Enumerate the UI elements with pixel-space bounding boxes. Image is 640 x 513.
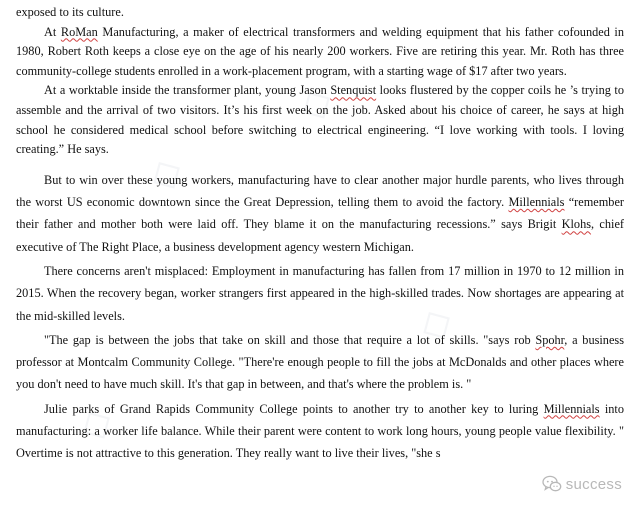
- paragraph-roman-manufacturing: [16, 23, 624, 82]
- paragraph-text: There concerns aren't misplaced: Employment in manufacturing has fallen from 17 million in 1970 to 12 million in 2015. When the recovery began, worker strangers first appeared in the high-skilled trades. Now shortages are appearing at the mid-skilled levels.: [16, 263, 624, 323]
- spellcheck-word: Spohr: [535, 332, 565, 347]
- paragraph-text: looks flustered by the copper coils he ’s trying to assemble and the arrival of two visitors. It’s his first week on the job. Asked about his choice of career, he says at high school he considered medical school before switching to electrical engineering. “I love working with tools. I loving creating.” He says.: [16, 83, 624, 157]
- spellcheck-word: Millennials: [508, 195, 565, 210]
- paragraph-jason-stenquist: [16, 81, 624, 159]
- background-watermark: ◇: [140, 145, 191, 201]
- paragraph-text: , a business professor at Montcalm Community College. "There're enough people to fill the jobs at McDonalds and other places where you don't need to have much skill. It's that gap in between, and that's where the problem is. ": [16, 332, 624, 392]
- paragraph-text: At a worktable inside the transformer plant, young Jason: [44, 83, 331, 98]
- spellcheck-word: RoMan: [60, 24, 98, 39]
- watermark-text: success: [565, 475, 622, 493]
- background-watermark: ◇: [410, 295, 461, 351]
- paragraph-text: into manufacturing: a worker life balance. While their parent were content to work long hours, young people value flexibility. " Overtime is not attractive to this generation. They really want to live their lives, "she s: [16, 401, 624, 461]
- paragraph-text: “remember their father and mother both were laid off. They blame it on the manufacturing recessions.” says Brigit: [16, 195, 624, 232]
- paragraph-text: At: [44, 24, 61, 39]
- paragraph-text: , chief executive of The Right Place, a business development agency western Michigan.: [16, 217, 624, 254]
- paragraph-text: Julie parks of Grand Rapids Community College points to another try to another key to luring: [44, 401, 544, 416]
- spellcheck-word: Stenquist: [330, 83, 377, 98]
- article-body: [16, 3, 624, 465]
- paragraph-work-life-balance: [16, 398, 624, 465]
- background-watermark: ◇: [70, 395, 121, 451]
- paragraph-young-workers: [16, 169, 624, 258]
- paragraph-employment: [16, 260, 624, 327]
- wechat-bubble-icon: [542, 474, 562, 494]
- background-watermark: ◇: [290, 75, 341, 131]
- paragraph-text: But to win over these young workers, manufacturing have to clear another major hurdle parents, who lives through the worst US economic downtown since the Great Depression, telling them to avoid the factory.: [16, 172, 624, 210]
- paragraph-fragment: [16, 3, 624, 23]
- paragraph-text: Manufacturing, a maker of electrical transformers and welding equipment that his father cofounded in 1980, Robert Roth keeps a close eye on the age of his nearly 200 workers. Five are retiring this year. Mr. Roth has three community-college students enrolled in a work-placement program, with a starting wage of $17 after two years.: [16, 24, 624, 78]
- paragraph-text: exposed to its culture.: [16, 5, 124, 19]
- paragraph-text: "The gap is between the jobs that take on skill and those that require a lot of skills. "says rob: [44, 332, 536, 347]
- source-watermark: [538, 474, 622, 494]
- spellcheck-word: Millennials: [543, 401, 600, 416]
- paragraph-skills-gap: [16, 329, 624, 396]
- spellcheck-word: Klohs: [561, 217, 592, 232]
